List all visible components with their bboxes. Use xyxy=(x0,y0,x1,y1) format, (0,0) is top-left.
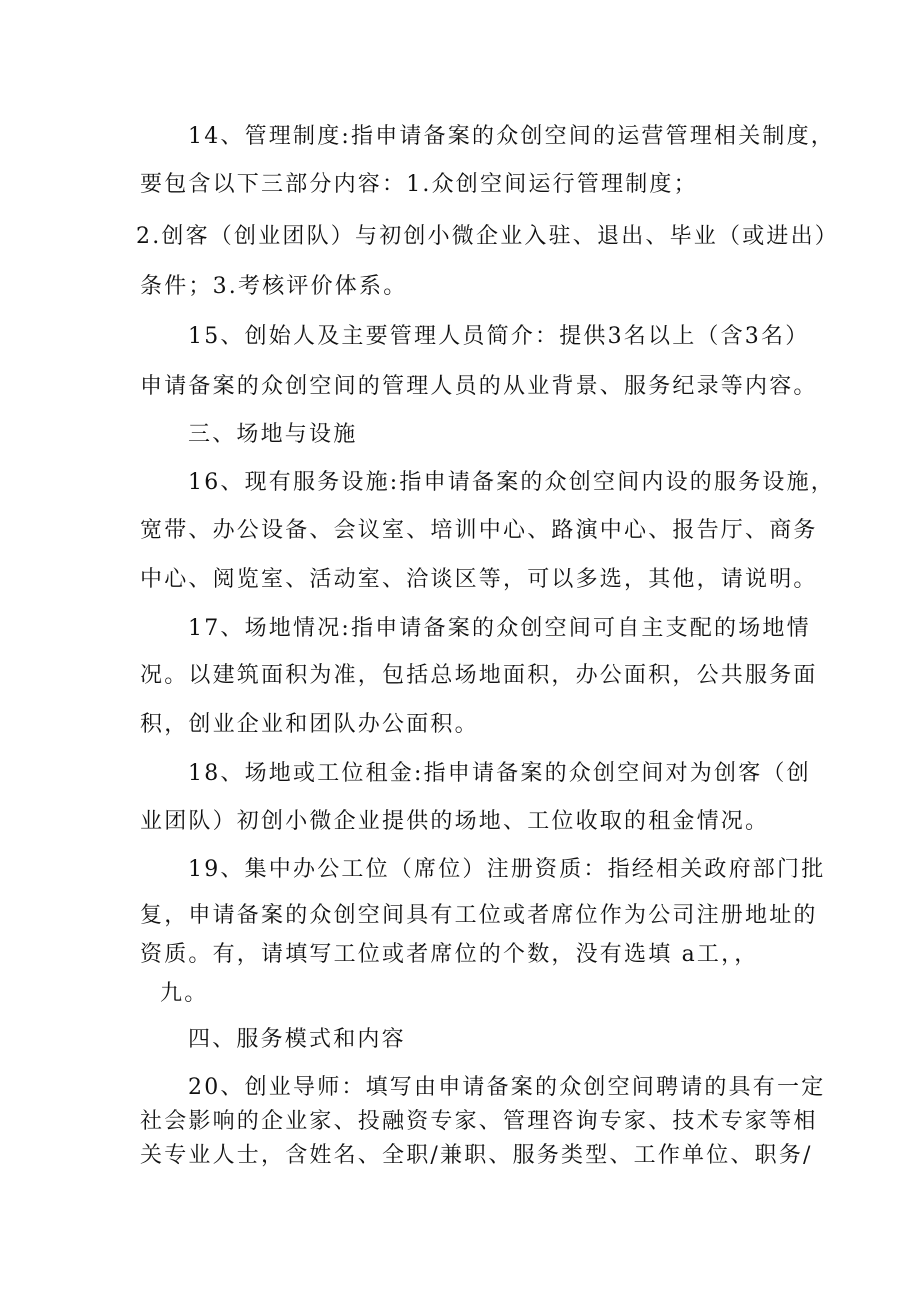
section-heading-4: 四、服务模式和内容 xyxy=(188,1027,406,1052)
paragraph-14-line-4: 条件；3.考核评价体系。 xyxy=(140,274,408,299)
paragraph-19-line-3: 资质。有，请填写工位或者席位的个数，没有选填 a工，， xyxy=(140,942,759,967)
paragraph-17-line-2: 况。以建筑面积为准，包括总场地面积，办公面积，公共服务面 xyxy=(140,663,818,688)
paragraph-16-line-1: 16、现有服务设施:指申请备案的众创空间内设的服务设施， xyxy=(188,470,836,495)
paragraph-17-line-1: 17、场地情况:指申请备案的众创空间可自主支配的场地情 xyxy=(188,616,811,641)
paragraph-19-line-4: 九。 xyxy=(160,981,209,1006)
paragraph-17-line-3: 积，创业企业和团队办公面积。 xyxy=(140,712,479,737)
paragraph-18-line-1: 18、场地或工位租金:指申请备案的众创空间对为创客（创 xyxy=(188,761,811,786)
paragraph-20-line-1: 20、创业导师：填写由申请备案的众创空间聘请的具有一定 xyxy=(188,1075,826,1100)
paragraph-14-line-1: 14、管理制度:指申请备案的众创空间的运营管理相关制度， xyxy=(188,124,836,149)
paragraph-15-line-1: 15、创始人及主要管理人员简介：提供3名以上（含3名） xyxy=(188,324,810,349)
paragraph-19-line-2: 复，申请备案的众创空间具有工位或者席位作为公司注册地址的 xyxy=(140,903,818,928)
paragraph-20-line-3: 关专业人士，含姓名、全职/兼职、服务类型、工作单位、职务/ xyxy=(140,1143,813,1168)
section-heading-3: 三、场地与设施 xyxy=(188,422,358,447)
paragraph-19-line-1: 19、集中办公工位（席位）注册资质：指经相关政府部门批 xyxy=(188,857,826,882)
paragraph-14-line-3: 2.创客（创业团队）与初创小微企业入驻、退出、毕业（或进出） xyxy=(136,224,839,249)
paragraph-20-line-2: 社会影响的企业家、投融资专家、管理咨询专家、技术专家等相 xyxy=(140,1109,818,1134)
paragraph-16-line-2: 宽带、办公设备、会议室、培训中心、路演中心、报告厅、商务 xyxy=(140,518,818,543)
paragraph-18-line-2: 业团队）初创小微企业提供的场地、工位收取的租金情况。 xyxy=(140,809,770,834)
paragraph-16-line-3: 中心、阅览室、活动室、洽谈区等，可以多选，其他，请说明。 xyxy=(140,567,818,592)
paragraph-15-line-2: 申请备案的众创空间的管理人员的从业背景、服务纪录等内容。 xyxy=(140,374,818,399)
paragraph-14-line-2: 要包含以下三部分内容：1.众创空间运行管理制度； xyxy=(140,172,698,197)
